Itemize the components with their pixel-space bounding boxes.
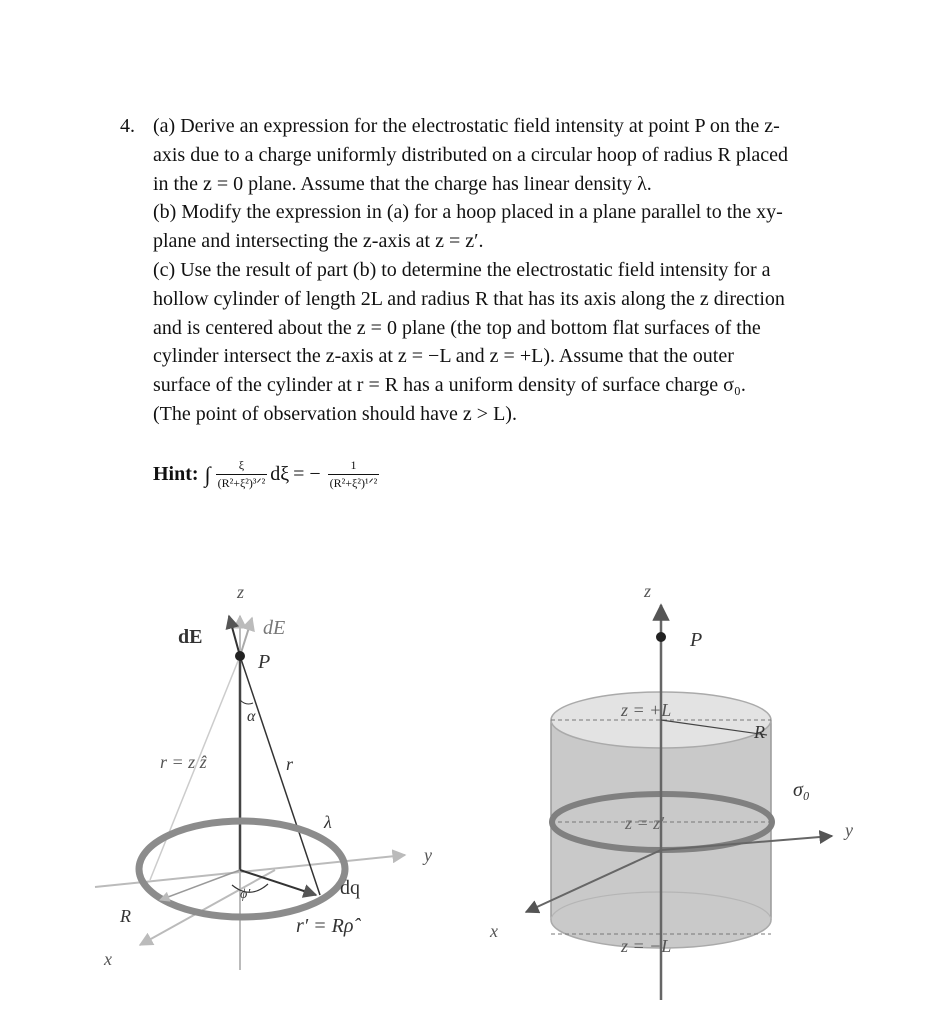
problem-line: plane and intersecting the z-axis at z = z′.: [153, 230, 484, 253]
label-z-bottom: z = −L: [621, 936, 672, 956]
problem-line: (a) Derive an expression for the electrostatic field intensity at point P on the z-: [153, 115, 780, 137]
problem-number: 4.: [120, 115, 135, 137]
label-z-right: z: [644, 581, 652, 601]
label-sigma: σ₀: [793, 779, 810, 801]
hint-differential: dξ: [270, 463, 290, 485]
integral-sign: ∫: [204, 461, 211, 487]
hint-equals: = −: [293, 463, 321, 485]
problem-line: in the z = 0 plane. Assume that the charge has linear density λ.: [153, 172, 652, 195]
label-P-left: P: [258, 651, 271, 673]
hint-numerator-right: 1: [350, 458, 357, 472]
label-dE: dE: [263, 617, 286, 639]
label-r-vector: r = z ẑ: [160, 752, 207, 772]
hint-numerator-left: ξ: [238, 458, 245, 472]
problem-line: and is centered about the z = 0 plane (the top and bottom flat surfaces of the: [153, 316, 761, 339]
label-dq: dq: [340, 877, 360, 899]
label-z-mid: z = z′: [625, 813, 665, 833]
label-phi: ϕ′: [240, 887, 251, 902]
label-dE-bold: dE: [178, 626, 203, 648]
label-x-right: x: [490, 921, 498, 941]
label-z-top: z = +L: [621, 700, 672, 720]
label-R-left: R: [120, 906, 131, 926]
problem-line: surface of the cylinder at r = R has a uniform density of surface charge σ₀.: [153, 374, 746, 397]
point-P-right: [656, 632, 666, 642]
label-y-left: y: [424, 845, 432, 865]
label-r: r: [286, 754, 294, 774]
label-r-prime: r′ = Rρ̂: [296, 915, 354, 937]
label-x-left: x: [104, 949, 112, 969]
problem-line: (b) Modify the expression in (a) for a hoop placed in a plane parallel to the xy-: [153, 201, 783, 224]
problem-line: (The point of observation should have z > L).: [153, 402, 517, 425]
hint-denominator-right: (R²+ξ²)¹ᐟ²: [329, 476, 378, 490]
label-P-right: P: [690, 629, 703, 651]
problem-line: hollow cylinder of length 2L and radius R that has its axis along the z direction: [153, 287, 785, 310]
hint-denominator-left: (R²+ξ²)³ᐟ²: [217, 476, 266, 490]
label-z-left: z: [237, 582, 245, 602]
label-lambda: λ: [324, 812, 332, 832]
label-alpha: α: [247, 708, 256, 725]
label-R-right: R: [754, 722, 765, 742]
problem-line: axis due to a charge uniformly distributed on a circular hoop of radius R placed: [153, 143, 788, 166]
problem-line: (c) Use the result of part (b) to determine the electrostatic field intensity for a: [153, 258, 771, 281]
hint-label: Hint:: [153, 463, 199, 485]
label-y-right: y: [845, 820, 853, 840]
problem-line: cylinder intersect the z-axis at z = −L and z = +L). Assume that the outer: [153, 345, 734, 368]
